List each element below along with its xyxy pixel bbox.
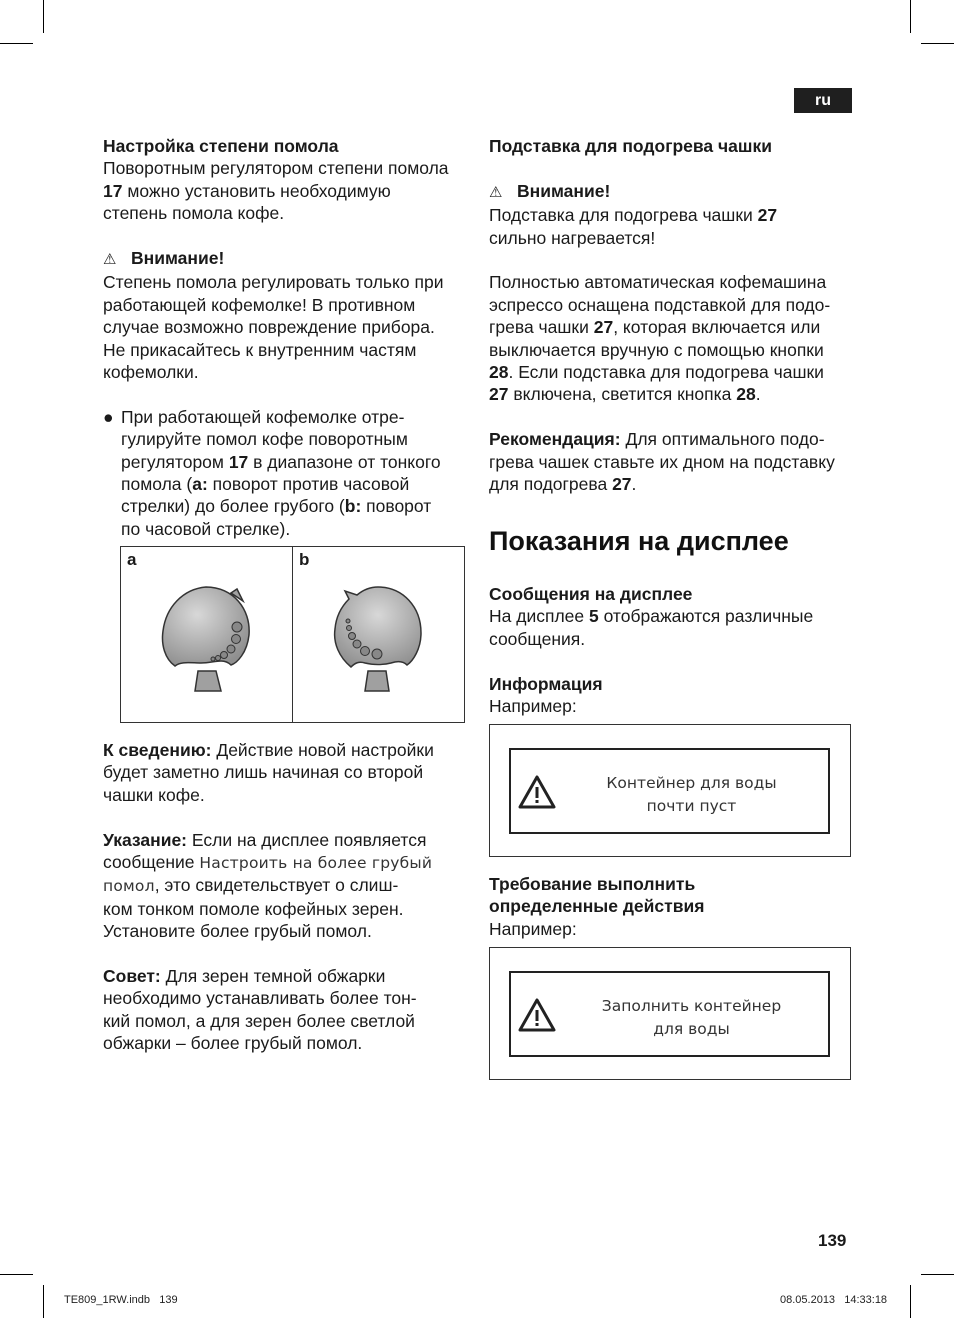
hint-paragraph: Установите более грубый помол. [103,921,372,942]
hint-paragraph: ком тонком помоле кофейных зерен. [103,898,404,919]
body-line: 28. Если подставка для подогрева чашки [489,362,824,383]
warning-line: кофемолки. [103,362,199,383]
body-line: грева чашки 27, которая включается или [489,317,821,338]
note-paragraph: К сведению: Действие новой настройки [103,740,434,760]
warning-icon: ⚠ [103,251,117,269]
bullet-item: ● При работающей кофемолке отре- гулируйте помол кофе поворотным регулятором 17 в диапазоне от тонкого помола (a: поворот против часовой стрелки) до более грубого (b: поворот по часовой стрелке). [103,406,441,539]
action-display-example [489,947,851,1080]
display-screen [509,971,830,1057]
body-line: Полностью автоматическая кофемашина [489,272,827,293]
info-heading: Информация [489,673,603,694]
section-title: Показания на дисплее [489,526,789,556]
grind-heading: Настройка степени помола [103,136,339,156]
body-line: выключается вручную с помощью кнопки [489,339,824,360]
warning-heading: ⚠ Внимание! [489,180,859,204]
tip-paragraph: обжарки – более грубый помол. [103,1033,363,1054]
action-heading: определенные действия [489,896,705,917]
recommendation-line: Рекомендация: Для оптимального подо- [489,429,825,450]
warning-heading: ⚠ Внимание! [103,247,468,271]
warning-line: Подставка для подогрева чашки 27 [489,205,778,226]
recommendation-line: грева чашек ставьте их дном на подставку [489,451,835,472]
grind-dial-coarse-icon [323,577,433,697]
crop-mark [43,1285,44,1318]
hint-paragraph: сообщение Настроить на более грубый [103,852,433,873]
body-line: На дисплее 5 отображаются различные [489,606,814,627]
warning-line: Степень помола регулировать только при [103,272,444,293]
crop-mark [921,43,954,44]
tip-paragraph: кий помол, а для зерен более светлой [103,1010,415,1031]
action-section [489,873,859,940]
footer-file: TE809_1RW.indb 139 [64,1294,178,1306]
grind-text: 17 можно установить необходимую [103,180,391,201]
cup-warmer-heading: Подставка для подогрева чашки [489,136,773,156]
example-label: Например: [489,696,577,717]
body-line: эспрессо оснащена подставкой для подо- [489,294,831,315]
grind-text: степень помола кофе. [103,203,285,224]
right-column-lower [489,583,859,717]
info-display-example [489,724,851,857]
crop-mark [0,1274,33,1275]
recommendation-line: для подогрева 27. [489,474,637,495]
crop-mark [921,1274,954,1275]
messages-heading: Сообщения на дисплее [489,584,693,604]
figure-cell-a [121,547,292,722]
warning-line: случае возможно повреждение прибора. [103,317,435,338]
warning-line: работающей кофемолке! В противном [103,294,416,315]
right-column [489,135,859,495]
crop-mark [43,0,44,33]
figure-cell-b [292,547,464,722]
grind-text: Поворотным регулятором степени помола [103,158,449,179]
language-tab: ru [794,88,852,113]
warning-triangle-icon [517,997,557,1033]
grinder-figure [120,546,465,723]
crop-mark [910,1285,911,1318]
crop-mark [0,43,33,44]
bullet-icon: ● [103,406,114,427]
left-column [103,135,468,540]
body-line: 27 включена, светится кнопка 28. [489,384,761,405]
figure-label: a [127,550,137,569]
figure-label: b [299,550,310,569]
display-message: Контейнер для воды почти пуст [606,774,777,815]
display-message: Заполнить контейнер для воды [601,997,782,1038]
note-paragraph: будет заметно лишь начиная со второй [103,762,424,783]
display-screen [509,748,830,834]
example-label: Например: [489,918,577,939]
warning-triangle-icon [517,774,557,810]
note-paragraph: чашки кофе. [103,784,205,805]
warning-icon: ⚠ [489,183,503,201]
tip-paragraph: Совет: Для зерен темной обжарки [103,966,386,987]
crop-mark [910,0,911,33]
body-line: сообщения. [489,628,586,649]
page-number: 139 [818,1231,847,1250]
footer-date: 08.05.2013 14:33:18 [780,1294,888,1306]
grind-dial-fine-icon [151,577,261,697]
hint-paragraph: помол, это свидетельствует о слиш- [103,875,399,896]
warning-line: сильно нагревается! [489,227,656,248]
tip-paragraph: необходимо устанавливать более тон- [103,988,417,1009]
left-column-lower [103,739,468,1055]
hint-paragraph: Указание: Если на дисплее появляется [103,829,427,850]
action-heading: Требование выполнить [489,874,696,894]
warning-line: Не прикасайтесь к внутренним частям [103,339,417,360]
